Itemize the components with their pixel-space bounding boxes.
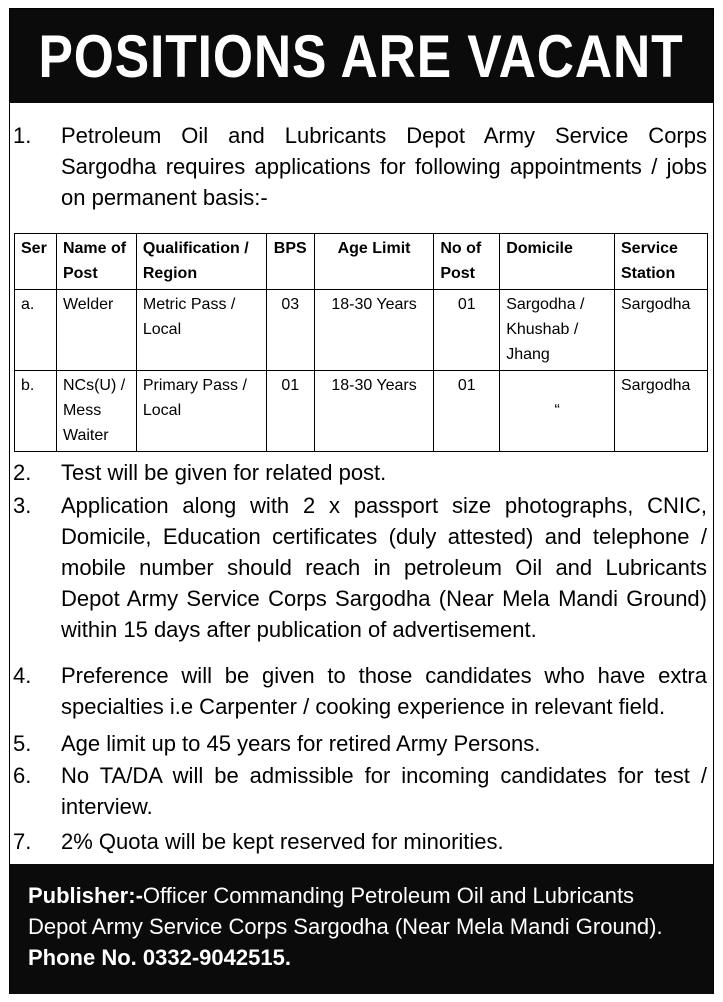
cell-bps: 01 xyxy=(266,371,314,452)
cell-count: 01 xyxy=(434,371,500,452)
column-header: Age Limit xyxy=(314,234,434,290)
item-number: 2. xyxy=(13,460,32,485)
item-number: 7. xyxy=(13,829,32,854)
table-row xyxy=(15,371,708,452)
item-number: 4. xyxy=(13,663,32,688)
phone-label: Phone No. xyxy=(28,945,137,970)
vacancy-table xyxy=(14,233,708,452)
title-banner xyxy=(10,9,713,103)
cell-qualification: Primary Pass / Local xyxy=(136,371,266,452)
item-number: 5. xyxy=(13,731,32,756)
phone-line xyxy=(28,942,703,973)
page-title: POSITIONS ARE VACANT xyxy=(38,22,685,90)
table-header-row xyxy=(15,234,708,290)
column-header: Service Station xyxy=(615,234,708,290)
column-header: BPS xyxy=(266,234,314,290)
column-header: Domicile xyxy=(500,234,615,290)
table-row xyxy=(15,290,708,371)
cell-domicile: Sargodha / Khushab / Jhang xyxy=(500,290,615,371)
item-text: Age limit up to 45 years for retired Army Persons. xyxy=(61,731,541,756)
item-text: No TA/DA will be admissible for incoming candidates for test / interview. xyxy=(61,763,707,819)
item-number: 1. xyxy=(13,123,32,148)
publisher-label: Publisher:- xyxy=(28,883,143,908)
publisher-line-2: Depot Army Service Corps Sargodha (Near Mela Mandi Ground). xyxy=(28,914,663,939)
cell-ser: a. xyxy=(15,290,57,371)
cell-age: 18-30 Years xyxy=(314,290,434,371)
item-text: Petroleum Oil and Lubricants Depot Army Service Corps Sargodha requires applications for following appointments / jobs on permanent basis:- xyxy=(61,123,707,210)
cell-post: Welder xyxy=(56,290,136,371)
cell-age: 18-30 Years xyxy=(314,371,434,452)
column-header: Ser xyxy=(15,234,57,290)
column-header: Name of Post xyxy=(56,234,136,290)
item-number: 3. xyxy=(13,493,32,518)
publisher-line-1 xyxy=(28,880,703,911)
publisher-footer xyxy=(10,864,713,994)
cell-count: 01 xyxy=(434,290,500,371)
cell-domicile: “ xyxy=(500,371,615,452)
item-text: Preference will be given to those candidates who have extra specialties i.e Carpenter / cooking experience in relevant field. xyxy=(61,663,707,719)
column-header: Qualification / Region xyxy=(136,234,266,290)
item-text: Application along with 2 x passport size photographs, CNIC, Domicile, Education certificates (duly attested) and telephone / mobile number should reach in petroleum Oil and Lubricants Depot Army Service Corps Sargodha (Near Mela Mandi Ground) within 15 days after publication of advertisement. xyxy=(61,493,707,642)
cell-post: NCs(U) / Mess Waiter xyxy=(56,371,136,452)
publisher-text: Officer Commanding Petroleum Oil and Lubricants xyxy=(142,883,635,908)
item-text: Test will be given for related post. xyxy=(61,460,387,485)
cell-ser: b. xyxy=(15,371,57,452)
item-text: 2% Quota will be kept reserved for minorities. xyxy=(61,829,504,854)
cell-station: Sargodha xyxy=(615,371,708,452)
item-number: 6. xyxy=(13,763,32,788)
cell-bps: 03 xyxy=(266,290,314,371)
column-header: No of Post xyxy=(434,234,500,290)
cell-station: Sargodha xyxy=(615,290,708,371)
cell-qualification: Metric Pass / Local xyxy=(136,290,266,371)
phone-number: 0332-9042515. xyxy=(142,945,291,970)
